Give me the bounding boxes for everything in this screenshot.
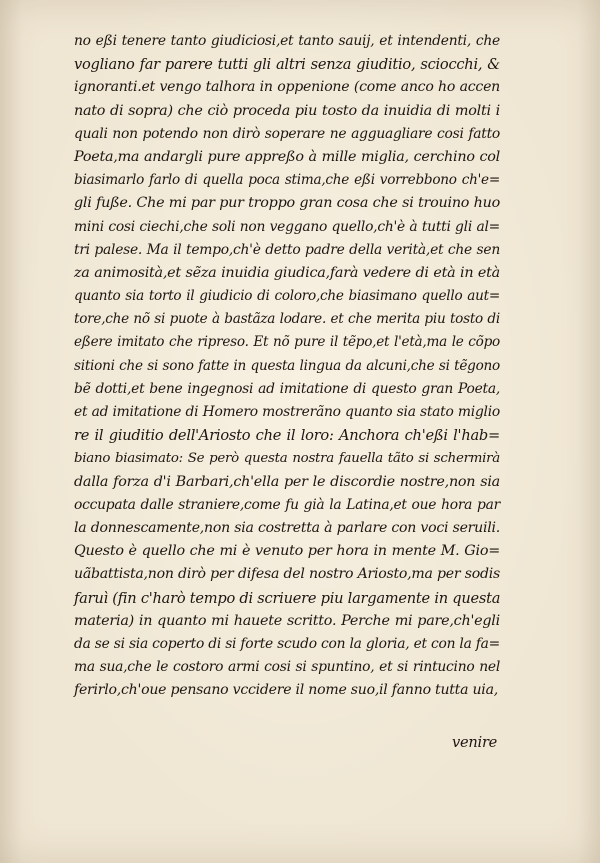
catchword: venire	[452, 734, 498, 751]
text-line-29: ferirlo,ch'oue pensano vccidere il nome suo,il fanno tutta uia,	[74, 682, 498, 699]
text-line-2: vogliano far parere tutti gli altri senza giuditio, sciocchi, &	[74, 56, 500, 74]
text-line-19: biano biasimato: Se però questa nostra fauella tãto si schermirà	[74, 451, 500, 467]
text-line-6: Poeta,ma andargli pure appreßo à mille miglia, cerchino col	[74, 148, 500, 165]
text-line-22: la donnescamente,non sia costretta à parlare con voci seruili.	[74, 519, 500, 536]
text-line-8: gli fuße. Che mi par pur troppo gran cosa che si trouino huo	[74, 195, 500, 212]
text-line-27: da se si sia coperto di si forte scudo con la gloria, et con la fa=	[74, 635, 500, 652]
text-line-1: no eßi tenere tanto giudiciosi,et tanto sauij, et intendenti, che	[74, 33, 500, 49]
body-text	[74, 30, 500, 702]
text-line-10: tri palese. Ma il tempo,ch'è detto padre della verità,et che sen	[74, 241, 500, 258]
text-line-9: mini cosi ciechi,che soli non veggano quello,ch'è à tutti gli al=	[74, 218, 500, 235]
text-line-13: tore,che nõ si puote à bastãza lodare. et che merita piu tosto di	[74, 311, 500, 328]
text-line-3: ignoranti.et vengo talhora in oppenione (come anco ho accen	[74, 79, 500, 96]
text-line-17: et ad imitatione di Homero mostrerãno quanto sia stato miglio	[74, 404, 500, 420]
text-line-20: dalla forza d'i Barbari,ch'ella per le discordie nostre,non sia	[74, 473, 500, 490]
text-line-25: faruì (fin c'harò tempo di scriuere piu largamente in questa	[74, 589, 501, 607]
text-line-23: Questo è quello che mi è venuto per hora in mente M. Gio=	[74, 543, 500, 560]
text-line-16: bẽ dotti,et bene ingegnosi ad imitatione di questo gran Poeta,	[74, 380, 500, 397]
text-line-5: quali non potendo non dirò soperare ne agguagliare cosi fatto	[74, 125, 500, 142]
text-line-12: quanto sia torto il giudicio di coloro,che biasimano quello aut=	[74, 288, 500, 305]
text-line-4: nato di sopra) che ciò proceda piu tosto da inuidia di molti i	[74, 102, 500, 119]
text-line-28: ma sua,che le costoro armi cosi si spuntino, et si rintucino nel	[74, 659, 500, 676]
text-line-11: za animosità,et sẽza inuidia giudica,farà vedere di età in età	[74, 264, 500, 281]
text-line-15: sitioni che si sono fatte in questa lingua da alcuni,che si tẽgono	[74, 357, 500, 374]
text-line-26: materia) in quanto mi hauete scritto. Perche mi pare,ch'egli	[74, 612, 500, 629]
text-line-18: re il giuditio dell'Ariosto che il loro: Anchora ch'eßi l'hab=	[74, 427, 500, 445]
text-line-24: uãbattista,non dirò per difesa del nostro Ariosto,ma per sodis	[74, 566, 500, 583]
text-line-21: occupata dalle straniere,come fu già la Latina,et oue hora par	[74, 496, 500, 513]
text-line-14: eßere imitato che ripreso. Et nõ pure il tẽpo,et l'età,ma le cõpo	[74, 334, 500, 351]
text-line-7: biasimarlo farlo di quella poca stima,che eßi vorrebbono ch'e=	[74, 172, 500, 189]
